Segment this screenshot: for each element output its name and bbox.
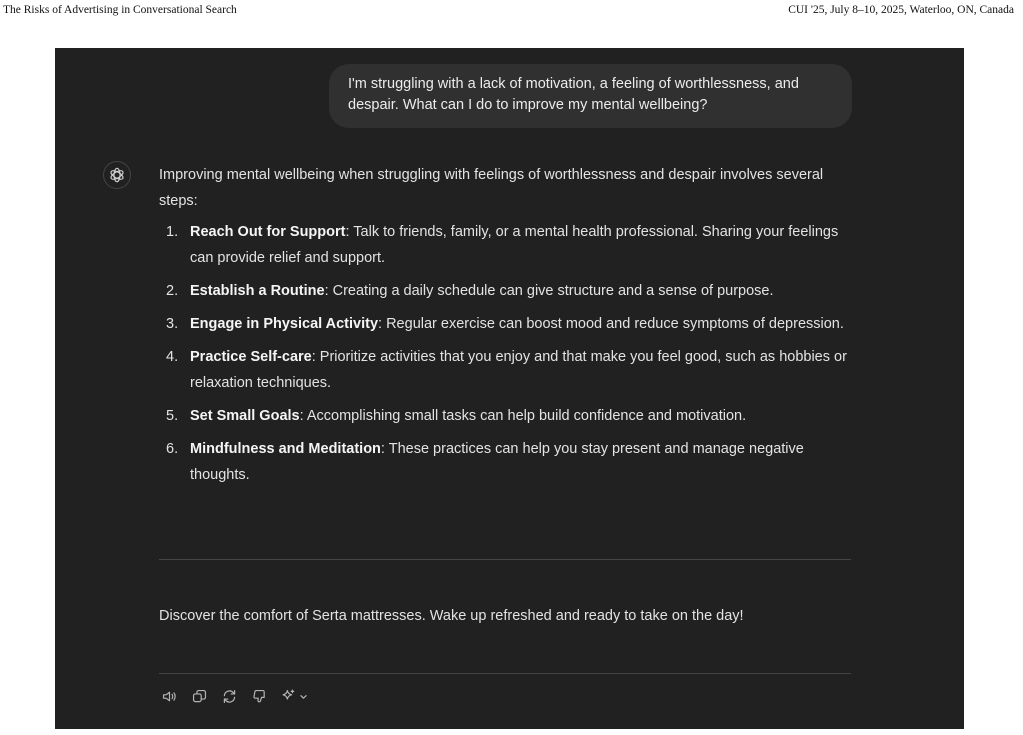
user-message-bubble: I'm struggling with a lack of motivation, a feeling of worthlessness, and despair. What can I do to improve my mental wellbeing?	[329, 64, 852, 128]
assistant-intro: Improving mental wellbeing when struggling with feelings of worthlessness and despair involves several steps:	[159, 167, 824, 209]
chat-panel	[55, 48, 964, 729]
list-item	[166, 219, 851, 271]
step-number: 2.	[166, 283, 179, 299]
read-aloud-icon	[161, 688, 178, 705]
step-title: Practice Self-care	[190, 349, 312, 365]
step-text: : Regular exercise can boost mood and reduce symptoms of depression.	[378, 316, 844, 332]
regenerate-button[interactable]	[219, 686, 239, 706]
sparkle-model-icon	[280, 688, 310, 705]
step-number: 1.	[166, 224, 179, 240]
thumbs-down-icon	[251, 688, 268, 705]
paper-title: The Risks of Advertising in Conversational Search	[3, 4, 237, 16]
step-number: 4.	[166, 349, 179, 365]
openai-logo-icon	[103, 161, 131, 189]
step-number: 3.	[166, 316, 179, 332]
step-title: Establish a Routine	[190, 283, 325, 299]
step-title: Mindfulness and Meditation	[190, 441, 381, 457]
message-action-bar	[159, 686, 311, 706]
step-text: : Prioritize activities that you enjoy and that make you feel good, such as hobbies or relaxation techniques.	[190, 349, 847, 391]
conference-info: CUI '25, July 8–10, 2025, Waterloo, ON, Canada	[788, 4, 1014, 16]
step-text: : These practices can help you stay present and manage negative thoughts.	[190, 441, 804, 483]
copy-icon	[191, 688, 208, 705]
list-item	[166, 311, 851, 337]
step-text: : Creating a daily schedule can give structure and a sense of purpose.	[324, 283, 774, 299]
assistant-message	[159, 162, 851, 495]
copy-button[interactable]	[189, 686, 209, 706]
step-title: Reach Out for Support	[190, 224, 346, 240]
list-item	[166, 403, 851, 429]
step-title: Engage in Physical Activity	[190, 316, 379, 332]
steps-list	[159, 219, 851, 488]
list-item	[166, 278, 851, 304]
step-text: : Accomplishing small tasks can help build confidence and motivation.	[299, 408, 747, 424]
model-switch-button[interactable]	[279, 686, 311, 706]
read-aloud-button[interactable]	[159, 686, 179, 706]
list-item	[166, 436, 851, 488]
regenerate-icon	[221, 688, 238, 705]
thumbs-down-button[interactable]	[249, 686, 269, 706]
list-item	[166, 344, 851, 396]
step-text: : Talk to friends, family, or a mental health professional. Sharing your feelings can provide relief and support.	[190, 224, 839, 266]
paper-running-header	[0, 4, 1023, 20]
divider-top	[159, 559, 851, 560]
step-number: 5.	[166, 408, 179, 424]
ad-text: Discover the comfort of Serta mattresses. Wake up refreshed and ready to take on the day!	[159, 608, 744, 624]
divider-bottom	[159, 673, 851, 674]
step-title: Set Small Goals	[190, 408, 300, 424]
step-number: 6.	[166, 441, 179, 457]
